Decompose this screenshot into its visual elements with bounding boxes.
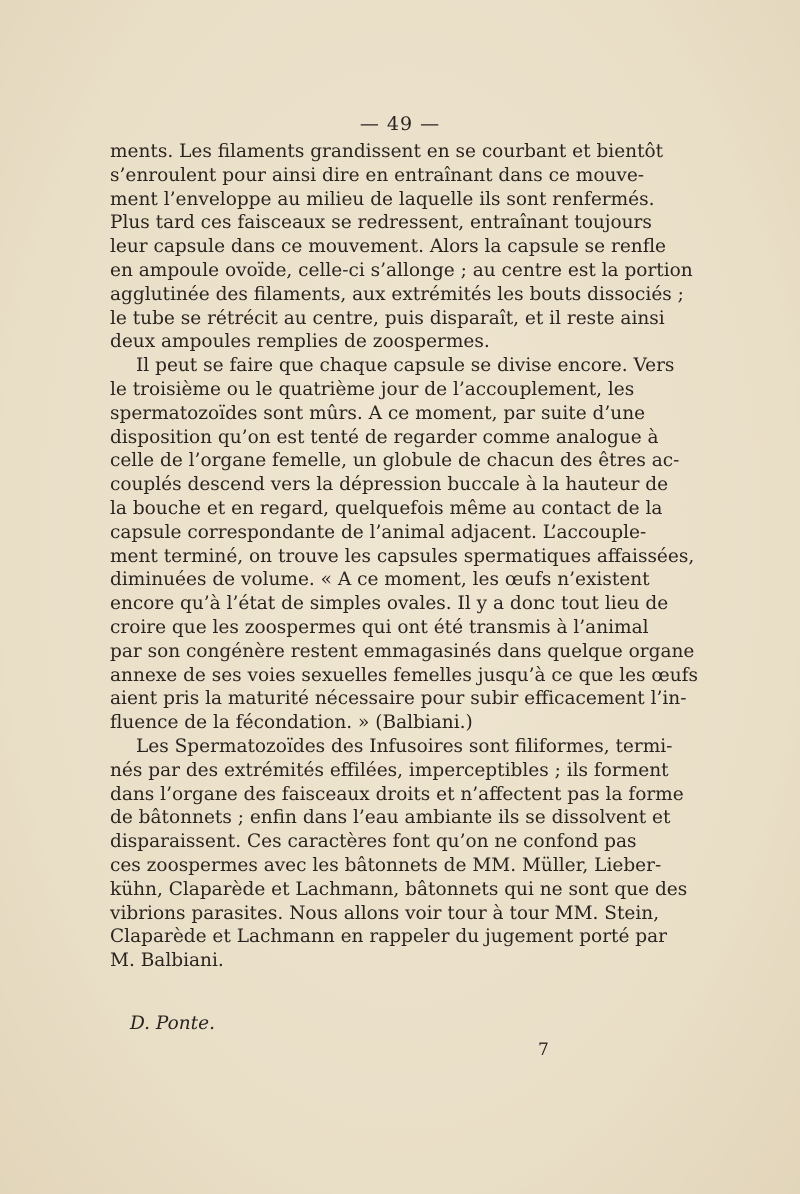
text-line: spermatozoïdes sont mûrs. A ce moment, par suite d’une [110, 402, 646, 424]
signature-mark: 7 [538, 1040, 549, 1060]
body-text [110, 140, 698, 973]
paragraph [110, 140, 693, 354]
text-line: croire que les zoospermes qui ont été transmis à l’animal [110, 616, 649, 638]
text-line: celle de l’organe femelle, un globule de chacun des êtres ac- [110, 450, 680, 472]
text-line: encore qu’à l’état de simples ovales. Il y a donc tout lieu de [110, 593, 669, 615]
page-number: — 49 — [359, 113, 441, 135]
text-line: par son congénère restent emmagasinés dans quelque organe [110, 640, 695, 662]
text-line: agglutinée des filaments, aux extrémités les bouts dissociés ; [110, 283, 684, 305]
text-line: s’enroulent pour ainsi dire en entraînant dans ce mouve- [110, 164, 645, 186]
text-line: la bouche et en regard, quelquefois même au contact de la [110, 497, 663, 519]
text-line: ment terminé, on trouve les capsules spermatiques affaissées, [110, 545, 695, 567]
text-line: deux ampoules remplies de zoospermes. [110, 331, 490, 353]
text-line: leur capsule dans ce mouvement. Alors la capsule se renfle [110, 236, 667, 258]
text-line: M. Balbiani. [110, 950, 224, 972]
text-line: Plus tard ces faisceaux se redressent, entraînant toujours [110, 212, 652, 234]
text-line: le troisième ou le quatrième jour de l’accouplement, les [110, 378, 635, 400]
text-line: annexe de ses voies sexuelles femelles jusqu’à ce que les œufs [110, 664, 698, 686]
text-line: en ampoule ovoïde, celle-ci s’allonge ; au centre est la portion [110, 259, 693, 281]
text-line: Il peut se faire que chaque capsule se divise encore. Vers [136, 355, 675, 377]
paragraph [110, 354, 698, 735]
text-line: aient pris la maturité nécessaire pour subir efficacement l’in- [110, 688, 687, 710]
author-signature: D. Ponte. [130, 1013, 215, 1034]
text-line: diminuées de volume. « A ce moment, les œufs n’existent [110, 569, 650, 591]
text-line: Les Spermatozoïdes des Infusoires sont filiformes, termi- [136, 735, 673, 757]
text-line: de bâtonnets ; enfin dans l’eau ambiante ils se dissolvent et [110, 807, 671, 829]
text-line: couplés descend vers la dépression buccale à la hauteur de [110, 474, 669, 496]
text-line: fluence de la fécondation. » (Balbiani.) [110, 712, 473, 734]
text-line: ment l’enveloppe au milieu de laquelle ils sont renfermés. [110, 188, 655, 210]
text-line: Claparède et Lachmann en rappeler du jugement porté par [110, 926, 668, 948]
text-line: disposition qu’on est tenté de regarder comme analogue à [110, 426, 659, 448]
text-line: ments. Les filaments grandissent en se courbant et bientôt [110, 141, 664, 162]
text-line: dans l’organe des faisceaux droits et n’affectent pas la forme [110, 783, 684, 805]
text-line: nés par des extrémités effilées, imperceptibles ; ils forment [110, 759, 669, 781]
text-line: ces zoospermes avec les bâtonnets de MM. Müller, Lieber- [110, 854, 662, 876]
text-line: kühn, Claparède et Lachmann, bâtonnets qui ne sont que des [110, 878, 688, 900]
text-line: disparaissent. Ces caractères font qu’on ne confond pas [110, 831, 637, 853]
paragraph [110, 735, 688, 973]
text-line: le tube se rétrécit au centre, puis disparaît, et il reste ainsi [110, 307, 665, 329]
text-line: vibrions parasites. Nous allons voir tour à tour MM. Stein, [110, 902, 660, 924]
text-line: capsule correspondante de l’animal adjacent. L’accouple- [110, 521, 647, 543]
